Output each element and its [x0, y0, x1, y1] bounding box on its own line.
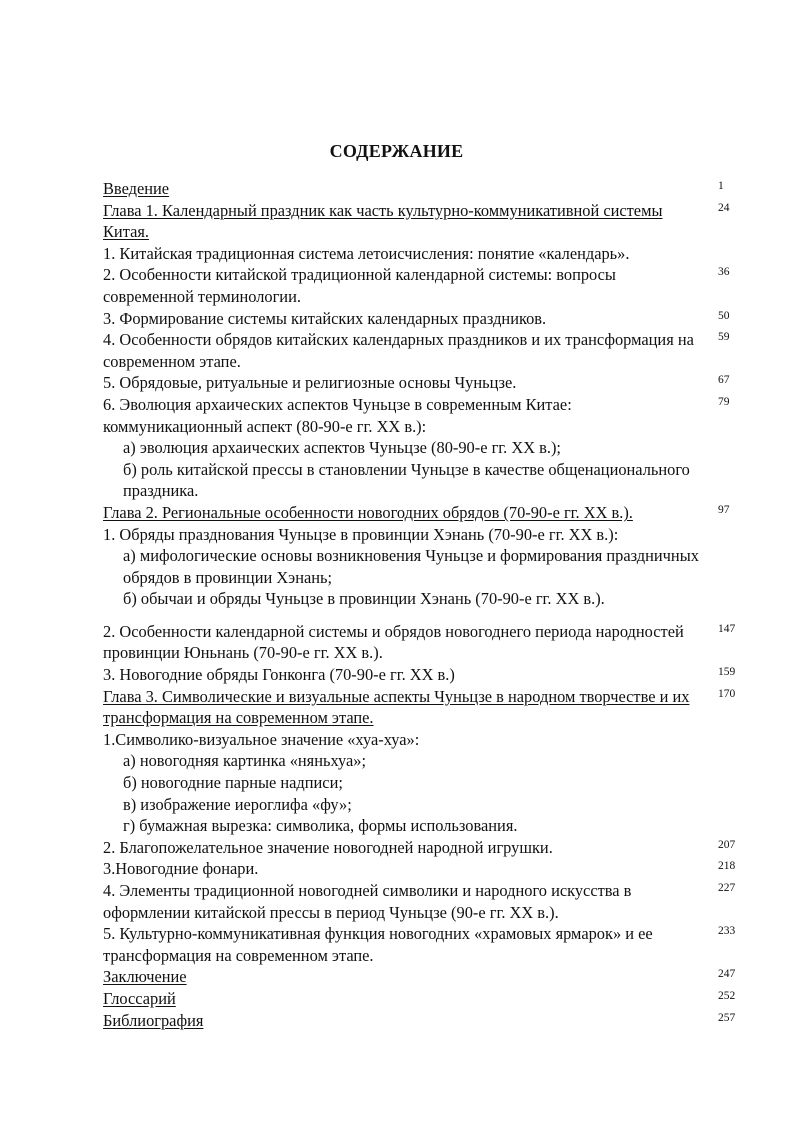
toc-entry [103, 664, 743, 686]
toc-subentry [103, 750, 743, 772]
toc-entry-text: Глава 3. Символические и визуальные аспекты Чуньцзе в народном творчестве и их трансформация на современном этапе. [103, 686, 690, 728]
toc-entry-chapter-1[interactable] [103, 200, 743, 243]
toc-entry [103, 372, 743, 394]
toc-entry-glossary[interactable] [103, 988, 743, 1010]
toc-entry [103, 858, 743, 880]
toc-entry [103, 621, 743, 664]
toc-entry-text: 1.Символико-визуальное значение «хуа-хуа»: [103, 729, 420, 749]
toc-entry [103, 837, 743, 859]
toc-entry-text: Введение [103, 179, 170, 198]
toc-entry-chapter-3[interactable] [103, 686, 743, 729]
toc-entry-text: 2. Особенности календарной системы и обрядов новогоднего периода народностей провинции Юньнань (70-90-е гг. XX в.). [103, 621, 684, 663]
toc-page-number: 36 [718, 266, 730, 279]
toc-entry [103, 524, 743, 546]
toc-entry-text: б) новогодние парные надписи; [123, 773, 343, 793]
toc-page-number: 170 [718, 687, 736, 700]
toc-page-number: 59 [718, 331, 730, 344]
toc-page-number: 50 [718, 309, 730, 322]
toc-entry-text: Заключение [103, 967, 187, 987]
toc-page-number: 227 [718, 882, 736, 894]
toc-entry-text: б) роль китайской прессы в становлении Чуньцзе в качестве общенационального праздника. [123, 459, 690, 501]
toc-page-number: 67 [718, 374, 730, 387]
toc-entry-text: а) эволюция архаических аспектов Чуньцзе (80-90-е гг. XX в.); [123, 438, 561, 458]
toc-entry [103, 880, 743, 923]
toc-entry-text: г) бумажная вырезка: символика, формы использования. [123, 816, 518, 836]
toc-page-number: 218 [718, 860, 736, 873]
toc-subentry [103, 794, 743, 816]
toc-entry-text: Библиография [103, 1010, 204, 1030]
toc-page-number: 147 [718, 622, 736, 635]
toc-entry-introduction[interactable] [103, 178, 743, 200]
toc-entry-text: 6. Эволюция архаических аспектов Чуньцзе в современным Китае: коммуникационный аспект (80-90-е гг. XX в.): [103, 394, 572, 436]
toc-subentry [103, 588, 743, 610]
toc-entry-text: а) мифологические основы возникновения Чуньцзе и формирования праздничных обрядов в провинции Хэнань; [123, 546, 699, 587]
toc-entry-text: 1. Китайская традиционная система летоисчисления: понятие «календарь». [103, 243, 630, 263]
toc-page-number: 159 [718, 666, 736, 679]
toc-entry [103, 394, 743, 437]
toc-entry-text: 1. Обряды празднования Чуньцзе в провинции Хэнань (70-90-е гг. XX в.): [103, 524, 619, 544]
toc-subentry [103, 545, 743, 588]
toc-entry-text: 4. Особенности обрядов китайских календарных праздников и их трансформация на современном этапе. [103, 330, 694, 371]
toc-page-number: 97 [718, 503, 730, 516]
toc-subentry [103, 815, 743, 837]
toc-subentry [103, 459, 743, 502]
toc-entry-conclusion[interactable] [103, 966, 743, 988]
toc-entry-text: Глава 2. Региональные особенности новогодних обрядов (70-90-е гг. XX в.). [103, 502, 633, 522]
toc-page-number: 252 [718, 989, 736, 1002]
toc-page-number: 233 [718, 925, 736, 938]
toc-entry-text: в) изображение иероглифа «фу»; [123, 794, 352, 814]
toc-entry-text: Глава 1. Календарный праздник как часть культурно-коммуникативной системы Китая. [103, 200, 663, 242]
toc-entry [103, 308, 743, 330]
toc-page-number: 207 [718, 838, 736, 851]
toc-page-number: 247 [718, 968, 736, 981]
toc-entry-text: 5. Культурно-коммуникативная функция новогодних «храмовых ярмарок» и ее трансформация на современном этапе. [103, 924, 653, 965]
toc-page-number: 1 [718, 180, 724, 192]
toc-entry-text: 4. Элементы традиционной новогодней символики и народного искусства в оформлении китайской прессы в период Чуньцзе (90-е гг. XX в.). [103, 881, 632, 922]
toc-entry-text: а) новогодняя картинка «няньхуа»; [123, 751, 367, 771]
toc-entry-bibliography[interactable] [103, 1010, 743, 1032]
toc-entry [103, 329, 743, 372]
page-title: СОДЕРЖАНИЕ [329, 141, 464, 161]
toc-entry-text: 5. Обрядовые, ритуальные и религиозные основы Чуньцзе. [103, 373, 517, 393]
toc-page-number: 257 [718, 1011, 736, 1024]
toc-subentry [103, 437, 743, 459]
toc-entry-text: 3. Новогодние обряды Гонконга (70-90-е гг. XX в.) [103, 665, 455, 685]
toc-entry-text: 2. Особенности китайской традиционной календарной системы: вопросы современной терминологии. [103, 265, 616, 306]
toc-entry-text: б) обычаи и обряды Чуньцзе в провинции Хэнань (70-90-е гг. XX в.). [123, 589, 605, 609]
toc-page-number: 24 [718, 201, 730, 214]
toc-subentry [103, 772, 743, 794]
toc-entry [103, 243, 743, 265]
spacer [103, 610, 743, 621]
toc-entry [103, 264, 743, 307]
toc-entry [103, 729, 743, 751]
toc-entry-text: Глоссарий [103, 988, 176, 1008]
toc-entry [103, 923, 743, 966]
toc-entry-text: 2. Благопожелательное значение новогодней народной игрушки. [103, 837, 553, 857]
toc-entry-text: 3.Новогодние фонари. [103, 859, 259, 879]
toc-entry-text: 3. Формирование системы китайских календарных праздников. [103, 308, 547, 328]
toc-page-number: 79 [718, 395, 730, 408]
toc-entry-chapter-2[interactable] [103, 502, 743, 524]
table-of-contents [103, 178, 743, 1031]
